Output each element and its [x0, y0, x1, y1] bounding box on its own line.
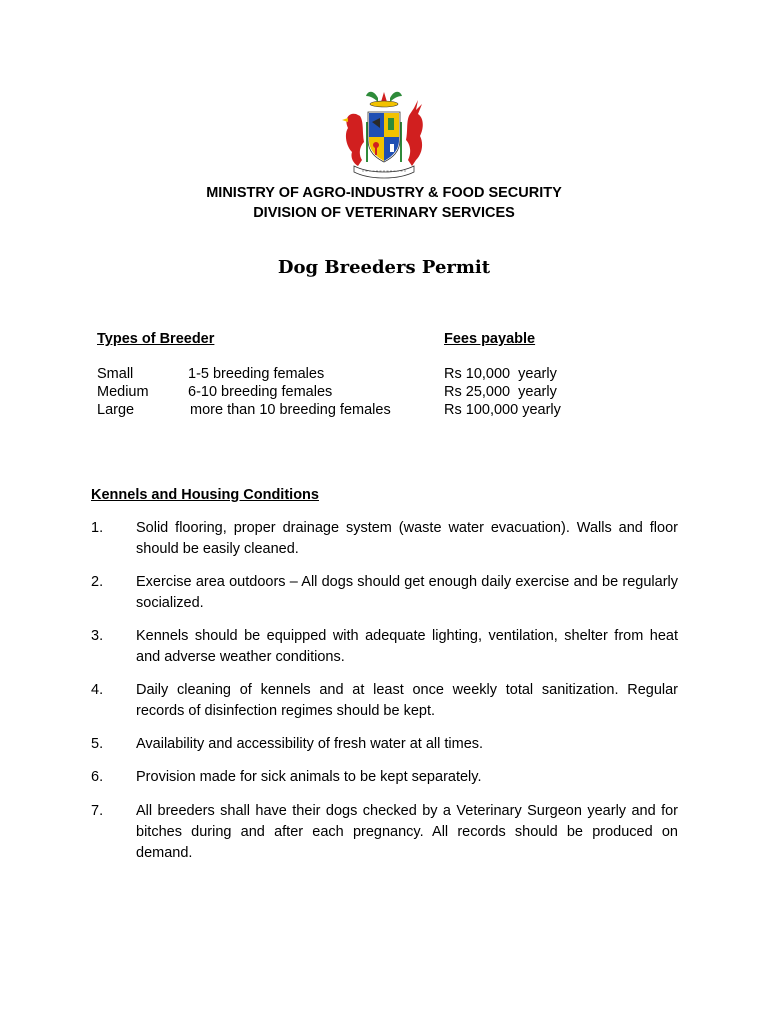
breeder-description: 1-5 breeding females	[188, 366, 325, 382]
list-item	[91, 626, 678, 668]
breeder-size: Small	[97, 366, 134, 382]
list-item	[91, 680, 678, 722]
breeder-size: Large	[97, 402, 135, 418]
list-item	[91, 572, 678, 614]
breeder-description: more than 10 breeding females	[190, 402, 391, 418]
item-number: 5.	[91, 736, 104, 752]
breeder-size: Medium	[97, 384, 149, 400]
item-text: Daily cleaning of kennels and at least once weekly total sanitization. Regular records of disinfection regimes should be kept.	[136, 682, 678, 719]
item-text: All breeders shall have their dogs checked by a Veterinary Surgeon yearly and for bitches during and after each pregnancy. All records should be produced on demand.	[136, 803, 678, 861]
kennels-heading: Kennels and Housing Conditions	[91, 487, 319, 503]
item-text: Provision made for sick animals to be kept separately.	[136, 769, 482, 785]
ministry-header	[0, 183, 768, 223]
item-text: Availability and accessibility of fresh water at all times.	[136, 736, 484, 752]
breeder-fee: Rs 10,000 yearly	[444, 366, 557, 382]
fee-row-large	[0, 402, 768, 420]
fee-row-small	[0, 366, 768, 384]
permit-title: Dog Breeders Permit	[277, 257, 491, 278]
breeder-fee: Rs 100,000 yearly	[444, 402, 561, 418]
item-number: 7.	[91, 803, 104, 819]
fees-payable-heading: Fees payable	[444, 331, 536, 347]
breeder-description: 6-10 breeding females	[188, 384, 333, 400]
types-of-breeder-heading: Types of Breeder	[97, 331, 215, 347]
division-name: DIVISION OF VETERINARY SERVICES	[253, 205, 515, 221]
coat-of-arms-icon	[334, 88, 434, 180]
list-item	[91, 801, 678, 864]
breeder-fee: Rs 25,000 yearly	[444, 384, 557, 400]
item-number: 6.	[91, 769, 104, 785]
fee-row-medium	[0, 384, 768, 402]
ministry-name: MINISTRY OF AGRO-INDUSTRY & FOOD SECURITY	[206, 185, 562, 201]
item-text: Kennels should be equipped with adequate lighting, ventilation, shelter from heat and adverse weather conditions.	[136, 628, 678, 665]
item-number: 2.	[91, 574, 104, 590]
list-item	[91, 767, 678, 788]
list-item	[91, 518, 678, 560]
item-number: 4.	[91, 682, 104, 698]
item-text: Solid flooring, proper drainage system (waste water evacuation). Walls and floor should be easily cleaned.	[136, 520, 678, 557]
item-text: Exercise area outdoors – All dogs should get enough daily exercise and be regularly socialized.	[136, 574, 678, 611]
item-number: 3.	[91, 628, 104, 644]
item-number: 1.	[91, 520, 104, 536]
list-item	[91, 734, 678, 755]
